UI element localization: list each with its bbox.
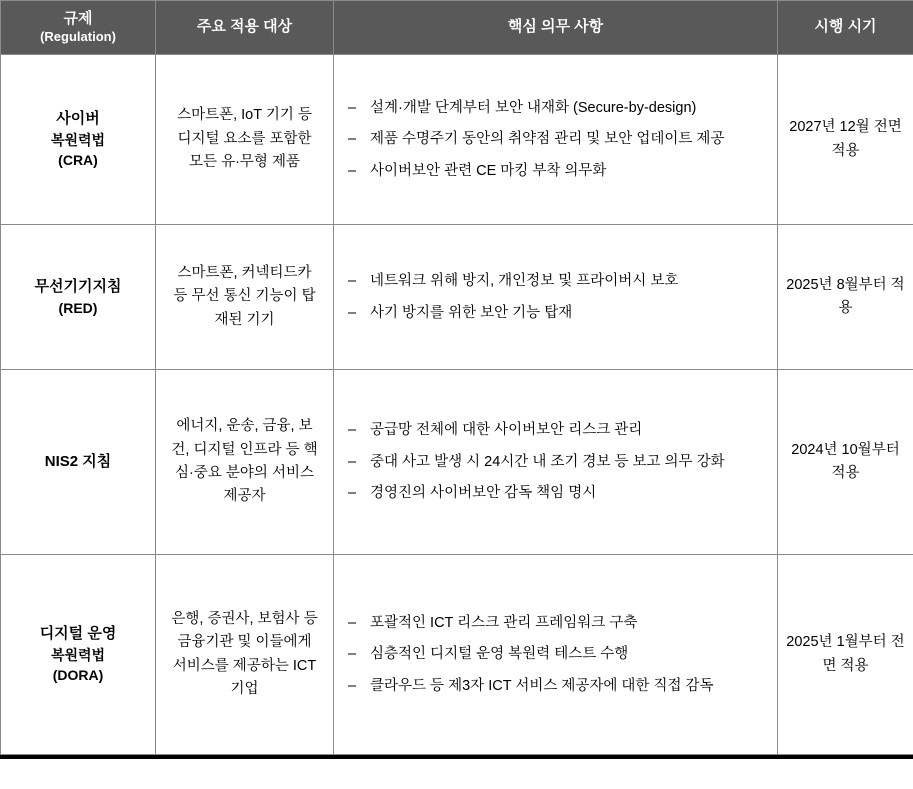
table-row xyxy=(1,55,913,225)
duty-text: 공급망 전체에 대한 사이버보안 리스크 관리 xyxy=(370,422,643,439)
duty-list xyxy=(344,419,763,504)
list-item xyxy=(344,675,763,697)
cell-timing: 2024년 10월부터 적용 xyxy=(778,370,913,555)
regulation-name-line2: 복원력법 xyxy=(50,132,106,149)
dash-bullet-icon: – xyxy=(348,485,357,502)
dash-bullet-icon: – xyxy=(348,99,357,116)
cell-regulation-name xyxy=(1,555,156,755)
regulation-name-line1: 무선기기지침 xyxy=(34,277,122,295)
duty-list xyxy=(344,97,763,182)
regulation-name-line2: 복원력법 xyxy=(50,647,106,664)
dash-bullet-icon: – xyxy=(348,646,357,663)
column-header-regulation-sub: (Regulation) xyxy=(40,28,116,44)
regulation-name-line1: 디지털 운영 xyxy=(39,625,117,643)
duty-text: 제품 수명주기 동안의 취약점 관리 및 보안 업데이트 제공 xyxy=(370,131,725,148)
column-header-scope xyxy=(156,1,334,55)
list-item xyxy=(344,482,763,504)
list-item xyxy=(344,643,763,665)
column-header-duties-main: 핵심 의무 사항 xyxy=(507,18,604,36)
duty-text: 심층적인 디지털 운영 복원력 테스트 수행 xyxy=(370,646,629,663)
dash-bullet-icon: – xyxy=(348,273,357,290)
duty-text: 포괄적인 ICT 리스크 관리 프레임워크 구축 xyxy=(370,614,638,631)
duty-text: 클라우드 등 제3자 ICT 서비스 제공자에 대한 직접 감독 xyxy=(370,677,714,694)
regulation-name-line1: NIS2 지침 xyxy=(44,453,112,471)
cell-scope: 스마트폰, IoT 기기 등 디지털 요소를 포함한 모든 유·무형 제품 xyxy=(156,55,334,225)
duty-text: 설계·개발 단계부터 보안 내재화 (Secure-by-design) xyxy=(370,99,697,116)
cell-timing: 2027년 12월 전면 적용 xyxy=(778,55,913,225)
table-body xyxy=(1,55,913,755)
cell-regulation-name xyxy=(1,370,156,555)
dash-bullet-icon: – xyxy=(348,131,357,148)
cell-scope: 에너지, 운송, 금융, 보건, 디지털 인프라 등 핵심·중요 분야의 서비스 제공자 xyxy=(156,370,334,555)
cell-scope: 스마트폰, 커넥티드카 등 무선 통신 기능이 탑재된 기기 xyxy=(156,225,334,370)
dash-bullet-icon: – xyxy=(348,677,357,694)
column-header-regulation xyxy=(1,1,156,55)
column-header-duties xyxy=(334,1,778,55)
list-item xyxy=(344,97,763,119)
duty-text: 중대 사고 발생 시 24시간 내 조기 경보 등 보고 의무 강화 xyxy=(370,453,725,470)
regulation-name-abbrev: (CRA) xyxy=(58,152,98,169)
column-header-regulation-main: 규제 xyxy=(63,10,93,27)
duty-list xyxy=(344,612,763,697)
cell-scope: 은행, 증권사, 보험사 등 금융기관 및 이들에게 서비스를 제공하는 ICT 기업 xyxy=(156,555,334,755)
table-header-row xyxy=(1,1,913,55)
dash-bullet-icon: – xyxy=(348,304,357,321)
regulation-name-abbrev: (DORA) xyxy=(52,667,104,684)
regulation-name-abbrev: (RED) xyxy=(58,299,98,316)
cell-duties xyxy=(334,225,778,370)
column-header-timing xyxy=(778,1,913,55)
cell-regulation-name xyxy=(1,55,156,225)
list-item xyxy=(344,451,763,473)
list-item xyxy=(344,302,763,324)
dash-bullet-icon: – xyxy=(348,162,357,179)
table-row xyxy=(1,225,913,370)
cell-duties xyxy=(334,370,778,555)
duty-text: 경영진의 사이버보안 감독 책임 명시 xyxy=(370,485,597,502)
cell-regulation-name xyxy=(1,225,156,370)
regulation-name-line1: 사이버 xyxy=(56,110,100,128)
duty-text: 사이버보안 관련 CE 마킹 부착 의무화 xyxy=(370,162,607,179)
column-header-scope-main: 주요 적용 대상 xyxy=(196,18,293,36)
cell-duties xyxy=(334,55,778,225)
dash-bullet-icon: – xyxy=(348,614,357,631)
table-row xyxy=(1,555,913,755)
table-row xyxy=(1,370,913,555)
list-item xyxy=(344,270,763,292)
list-item xyxy=(344,128,763,150)
cell-timing: 2025년 1월부터 전면 적용 xyxy=(778,555,913,755)
dash-bullet-icon: – xyxy=(348,453,357,470)
table-bottom-rule xyxy=(0,755,913,759)
duty-text: 네트워크 위해 방지, 개인정보 및 프라이버시 보호 xyxy=(370,273,679,290)
cell-duties xyxy=(334,555,778,755)
list-item xyxy=(344,612,763,634)
list-item xyxy=(344,419,763,441)
column-header-timing-main: 시행 시기 xyxy=(814,18,877,36)
cell-timing: 2025년 8월부터 적용 xyxy=(778,225,913,370)
duty-text: 사기 방지를 위한 보안 기능 탑재 xyxy=(370,304,573,321)
list-item xyxy=(344,160,763,182)
duty-list xyxy=(344,270,763,324)
table-header xyxy=(1,1,913,55)
dash-bullet-icon: – xyxy=(348,422,357,439)
